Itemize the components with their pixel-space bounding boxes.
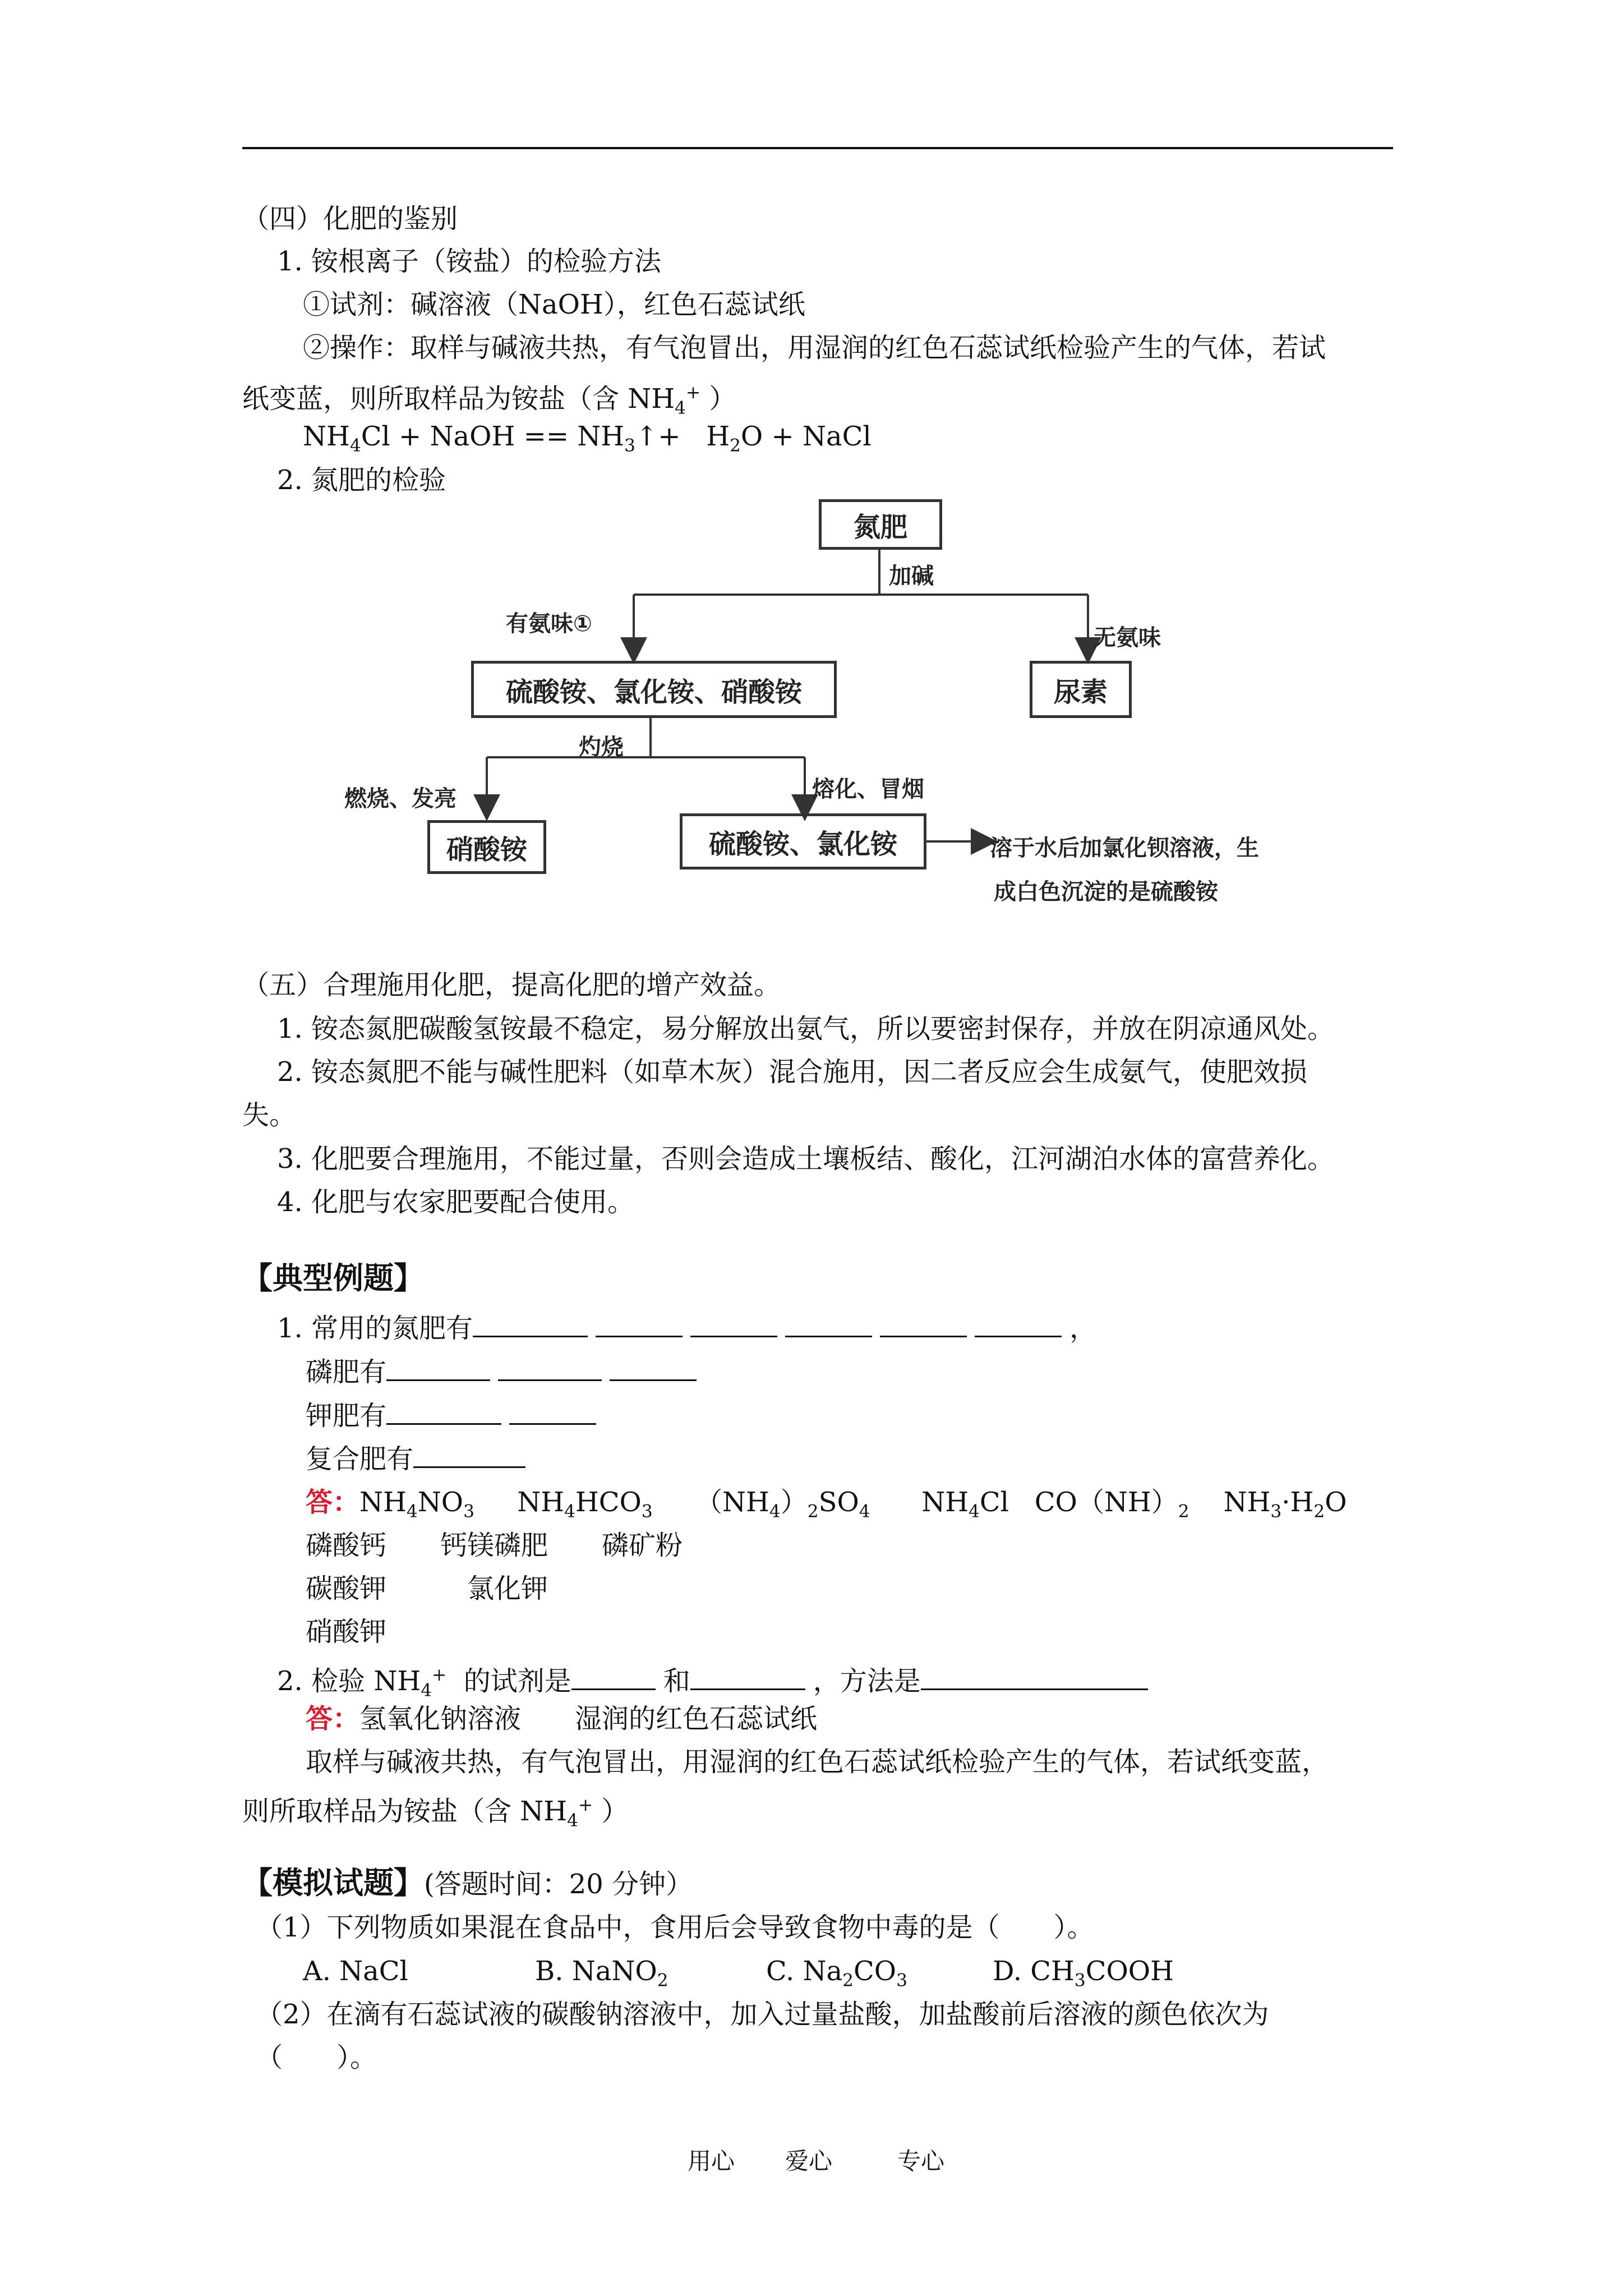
- example2-method-line1: 取样与碱液共热，有气泡冒出，用湿润的红色石蕊试纸检验产生的气体，若试纸变蓝，: [306, 1746, 1329, 1778]
- example2-method-line2: 则所取样品为铵盐（含 $NH_4^+$ ）: [242, 1795, 629, 1831]
- label-burn-bright: 燃烧、发亮: [344, 786, 457, 812]
- label-add-base: 加碱: [889, 563, 934, 589]
- example1-compound-answer: 硝酸钾: [306, 1616, 387, 1648]
- example1-answer-line: 答：$NH_4NO_3$ $NH_4HCO_3$ $(NH_4)_2SO_4$ $NH_4Cl$ $CO(NH)_2$ $NH_3\cdot H_2O$: [306, 1487, 1347, 1522]
- section5-point2-line2: 失。: [242, 1099, 297, 1131]
- mock-question2-line1: （2）在滴有石蕊试液的碳酸钠溶液中，加入过量盐酸，加盐酸前后溶液的颜色依次为: [256, 1999, 1269, 2030]
- option-a: A. NaCl: [303, 1955, 408, 1987]
- option-d: D. $CH_3COOH$: [993, 1955, 1174, 1991]
- mock-heading-line: [242, 1861, 693, 1906]
- header-rule: [242, 147, 1393, 149]
- label-burn: 灼烧: [579, 734, 624, 760]
- box-urea: 尿素: [1030, 661, 1132, 718]
- example1-potash-answer: 碳酸钾 氯化钾: [306, 1573, 548, 1604]
- example1-potash-line: 钾肥有: [306, 1395, 604, 1437]
- example1-phosphate-line: 磷肥有: [306, 1351, 704, 1393]
- mock-question2-line2: （ ）。: [256, 2042, 377, 2073]
- section5-title: （五）合理施用化肥，提高化肥的增产效益。: [242, 969, 781, 1001]
- box-nitrogen-fertilizer: 氮肥: [819, 499, 942, 550]
- nitrogen-fertilizer-diagram: [336, 494, 1301, 920]
- reagent-line: ①试剂：碱溶液（NaOH），红色石蕊试纸: [303, 289, 805, 320]
- mock-heading: 【模拟试题】: [242, 1865, 424, 1901]
- mock-q1-options: [303, 1950, 1174, 1993]
- option-b: B. NaNO$_2$: [535, 1955, 668, 1991]
- box-sulfate-chloride: 硫酸铵、氯化铵: [680, 813, 926, 869]
- examples-heading: 【典型例题】: [242, 1260, 424, 1296]
- section4-item1-title: 1. 铵根离子（铵盐）的检验方法: [277, 246, 662, 277]
- equation-line: $NH_4Cl$ + NaOH == $NH_3↑+ H_2O$ + NaCl: [303, 421, 872, 456]
- answer-label: 答：: [306, 1487, 360, 1518]
- example1-phosphate-answer: 磷酸钙 钙镁磷肥 磷矿粉: [306, 1530, 683, 1561]
- operation-line1: ②操作：取样与碱液共热，有气泡冒出，用湿润的红色石蕊试纸检验产生的气体，若试: [303, 332, 1326, 364]
- section4-item2-title: 2. 氮肥的检验: [277, 464, 446, 496]
- footer-word-2: 爱心: [785, 2147, 833, 2175]
- section4-title: （四）化肥的鉴别: [242, 203, 458, 234]
- example2-answer-line: 答：氢氧化钠溶液 湿润的红色石蕊试纸: [306, 1703, 818, 1734]
- section5-point3: 3. 化肥要合理施用，不能过量，否则会造成土壤板结、酸化，江河湖泊水体的富营养化。: [277, 1143, 1335, 1175]
- mock-time-note: (答题时间：20 分钟）: [424, 1869, 693, 1900]
- box-three-ammonium-salts: 硫酸铵、氯化铵、硝酸铵: [471, 661, 837, 718]
- note-barium-chloride-line2: 成白色沉淀的是硫酸铵: [994, 879, 1218, 905]
- example2-line: 2. 检验 $NH_4^+$ 的试剂是 和 ，方法是: [277, 1654, 1156, 1712]
- label-melt-smoke: 熔化、冒烟: [812, 776, 924, 802]
- example1-compound-line: 复合肥有: [306, 1438, 533, 1480]
- mock-question1: （1）下列物质如果混在食品中，食用后会导致食物中毒的是（ ）。: [256, 1912, 1094, 1943]
- label-no-ammonia-smell: 无氨味: [1094, 625, 1161, 651]
- example1-line: 1. 常用的氮肥有 ，: [277, 1307, 1096, 1350]
- footer-word-3: 专心: [897, 2147, 945, 2175]
- section5-point2-line1: 2. 铵态氮肥不能与碱性肥料（如草木灰）混合施用，因二者反应会生成氨气，使肥效损: [277, 1056, 1308, 1088]
- operation-line2: 纸变蓝，则所取样品为铵盐（含 $NH_4^+$ ）: [242, 383, 736, 418]
- footer-word-1: 用心: [688, 2147, 735, 2175]
- label-has-ammonia-smell: 有氨味①: [506, 611, 592, 637]
- section5-point4: 4. 化肥与农家肥要配合使用。: [277, 1186, 635, 1218]
- box-ammonium-nitrate: 硝酸铵: [427, 820, 546, 874]
- section5-point1: 1. 铵态氮肥碳酸氢铵最不稳定，易分解放出氨气，所以要密封保存，并放在阴凉通风处。: [277, 1013, 1335, 1045]
- option-c: C. $Na_2CO_3$: [766, 1955, 907, 1991]
- note-barium-chloride-line1: 溶于水后加氯化钡溶液，生: [990, 835, 1259, 861]
